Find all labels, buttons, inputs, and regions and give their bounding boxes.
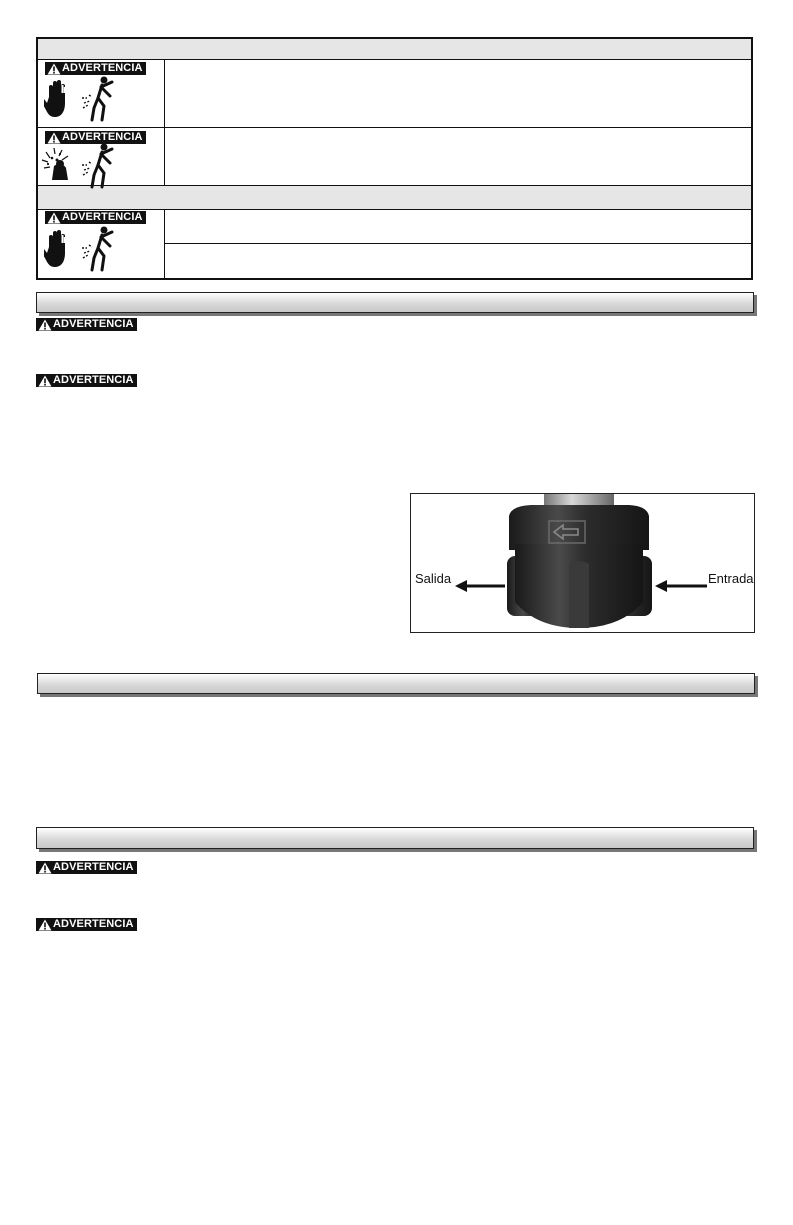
- section-header-bar: [36, 292, 754, 313]
- warning-triangle-icon: [47, 63, 61, 75]
- warning-badge: [36, 318, 137, 331]
- electric-shock-person-icon: [80, 76, 122, 122]
- electric-shock-person-icon: [80, 143, 122, 189]
- stop-hand-icon: [44, 79, 70, 119]
- warning-triangle-icon: [38, 862, 52, 874]
- warning-badge-text: ADVERTENCIA: [62, 62, 143, 74]
- inlet-label: Entrada: [708, 571, 754, 586]
- warning-triangle-icon: [38, 319, 52, 331]
- warning-badge-text: ADVERTENCIA: [53, 374, 134, 386]
- warning-badge: [36, 861, 137, 874]
- hazard-table-header-2: [38, 185, 751, 210]
- stop-hand-icon: [44, 229, 70, 269]
- warning-badge: [45, 211, 146, 224]
- warning-triangle-icon: [47, 212, 61, 224]
- explosion-icon: [40, 146, 76, 182]
- warning-badge-text: ADVERTENCIA: [62, 211, 143, 223]
- outlet-label: Salida: [415, 571, 452, 586]
- section-header-bar: [36, 827, 754, 849]
- warning-badge: [45, 62, 146, 75]
- warning-badge-text: ADVERTENCIA: [53, 318, 134, 330]
- warning-triangle-icon: [47, 132, 61, 144]
- warning-triangle-icon: [38, 919, 52, 931]
- warning-badge-text: ADVERTENCIA: [53, 861, 134, 873]
- warning-badge-text: ADVERTENCIA: [62, 131, 143, 143]
- warning-badge: [36, 374, 137, 387]
- valve-body-image: [411, 494, 755, 633]
- hazard-table-header-1: [38, 39, 751, 60]
- table-column-divider: [164, 60, 165, 185]
- warning-triangle-icon: [38, 375, 52, 387]
- table-divider: [165, 243, 751, 244]
- section-header-bar: [37, 673, 755, 694]
- valve-flow-direction-photo: [410, 493, 755, 633]
- warning-badge-text: ADVERTENCIA: [53, 918, 134, 930]
- table-column-divider: [164, 209, 165, 278]
- warning-badge: [36, 918, 137, 931]
- electric-shock-person-icon: [80, 226, 122, 272]
- table-divider: [38, 127, 751, 128]
